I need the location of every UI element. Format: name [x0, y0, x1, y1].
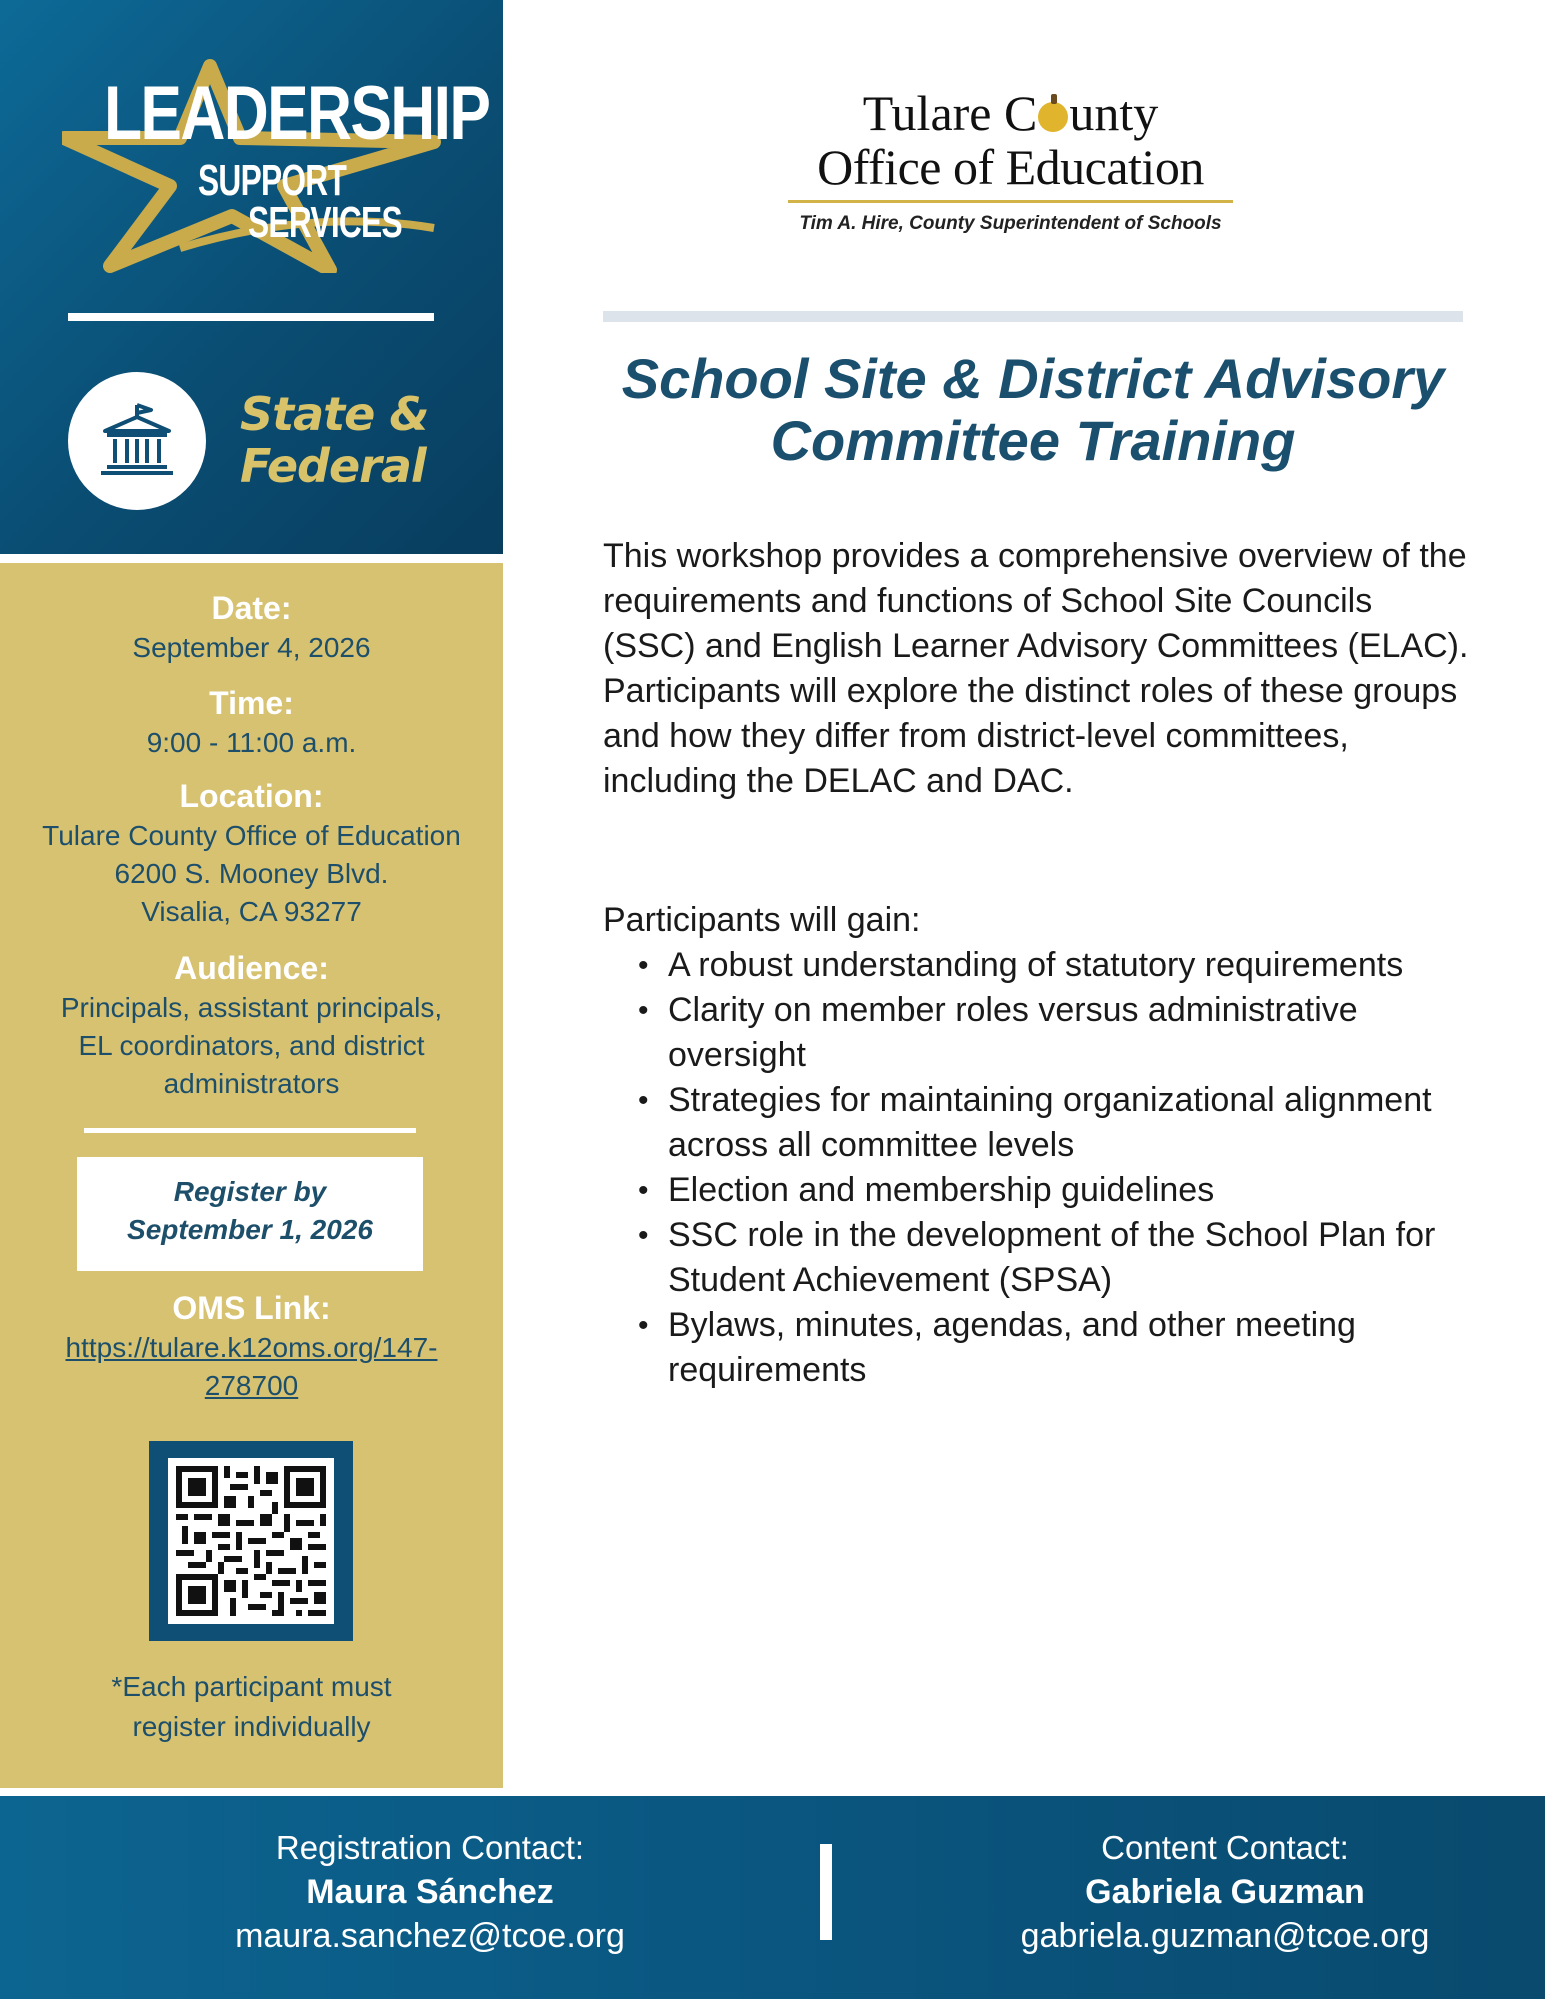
audience-label: Audience: — [174, 950, 329, 986]
location-line: Tulare County Office of Education — [42, 820, 461, 851]
note-line: *Each participant must — [111, 1671, 392, 1702]
title-line: Committee Training — [770, 409, 1296, 472]
time-value: 9:00 - 11:00 a.m. — [146, 727, 357, 758]
oms-link-text[interactable]: https://tulare.k12oms.org/147- — [65, 1332, 438, 1363]
audience-line: EL coordinators, and district — [78, 1030, 425, 1061]
org-name-line1: Tulare C unty — [862, 85, 1159, 141]
sidebar-header-panel — [0, 0, 503, 554]
register-date: September 1, 2026 — [127, 1214, 373, 1245]
registration-contact — [200, 1826, 660, 1958]
registration-contact-label: Registration Contact: — [275, 1829, 585, 1866]
qr-code-icon — [176, 1466, 326, 1616]
gain-heading: Participants will gain: — [603, 901, 921, 939]
list-item: • Strategies for maintaining organizational alignment across all committee levels — [668, 1078, 1468, 1168]
registration-note — [0, 1667, 503, 1747]
apple-icon — [1038, 102, 1068, 132]
register-deadline-box — [77, 1157, 423, 1271]
audience-block — [0, 950, 503, 1103]
list-item: • SSC role in the development of the School Plan for Student Achievement (SPSA) — [668, 1213, 1468, 1303]
content-contact — [990, 1826, 1460, 1958]
register-line: Register by — [173, 1176, 327, 1207]
courthouse-icon — [68, 372, 206, 510]
content-contact-email[interactable]: gabriela.guzman@tcoe.org — [1020, 1917, 1430, 1955]
oms-link-label: OMS Link: — [172, 1290, 331, 1326]
org-name-line2: Office of Education — [817, 139, 1204, 195]
location-label: Location: — [179, 778, 324, 814]
audience-line: administrators — [163, 1068, 340, 1099]
sidebar-divider-top — [68, 313, 434, 321]
outcomes-list — [668, 943, 1468, 1393]
list-item: • A robust understanding of statutory requirements — [668, 943, 1468, 988]
oms-link-text[interactable]: 278700 — [204, 1370, 299, 1401]
leadership-support-services-logo — [62, 58, 490, 273]
footer-divider — [820, 1844, 832, 1940]
location-line: Visalia, CA 93277 — [141, 896, 362, 927]
sidebar-divider-bottom — [84, 1128, 416, 1133]
list-item: • Clarity on member roles versus administrative oversight — [668, 988, 1468, 1078]
audience-line: Principals, assistant principals, — [60, 992, 443, 1023]
registration-contact-name: Maura Sánchez — [306, 1873, 554, 1911]
note-line: register individually — [132, 1711, 371, 1742]
location-block — [0, 778, 503, 931]
page-title — [590, 348, 1476, 472]
date-block — [0, 590, 503, 667]
logo-word-services: SERVICES — [248, 198, 402, 247]
registration-contact-email[interactable]: maura.sanchez@tcoe.org — [235, 1917, 625, 1955]
date-value: September 4, 2026 — [132, 632, 371, 663]
logo-word-leadership: LEADERSHIP — [104, 71, 490, 156]
header-divider — [603, 311, 1463, 322]
oms-link-block — [0, 1290, 503, 1405]
content-contact-label: Content Contact: — [1101, 1829, 1349, 1866]
list-item: • Bylaws, minutes, agendas, and other meeting requirements — [668, 1303, 1468, 1393]
logo-word-support: SUPPORT — [198, 156, 347, 205]
superintendent-line: Tim A. Hire, County Superintendent of Schools — [799, 213, 1222, 234]
time-label: Time: — [209, 685, 294, 721]
qr-code — [149, 1441, 353, 1641]
workshop-description: This workshop provides a comprehensive overview of the requirements and functions of School Site Councils (SSC) and English Learner Advisory Committees (ELAC). Participants will explore the distinct roles of these groups and how they differ from district-level committees, including the DELAC and DAC. — [603, 537, 1469, 800]
content-contact-name: Gabriela Guzman — [1085, 1873, 1365, 1911]
contact-footer — [0, 1796, 1545, 1999]
date-label: Date: — [211, 590, 292, 626]
department-label: State & Federal — [240, 387, 429, 493]
logo-underline — [788, 200, 1233, 203]
list-item: • Election and membership guidelines — [668, 1168, 1468, 1213]
location-line: 6200 S. Mooney Blvd. — [114, 858, 389, 889]
title-line: School Site & District Advisory — [621, 347, 1445, 410]
oms-registration-link[interactable] — [0, 1329, 503, 1405]
time-block — [0, 685, 503, 762]
tcoe-logo — [788, 86, 1233, 235]
